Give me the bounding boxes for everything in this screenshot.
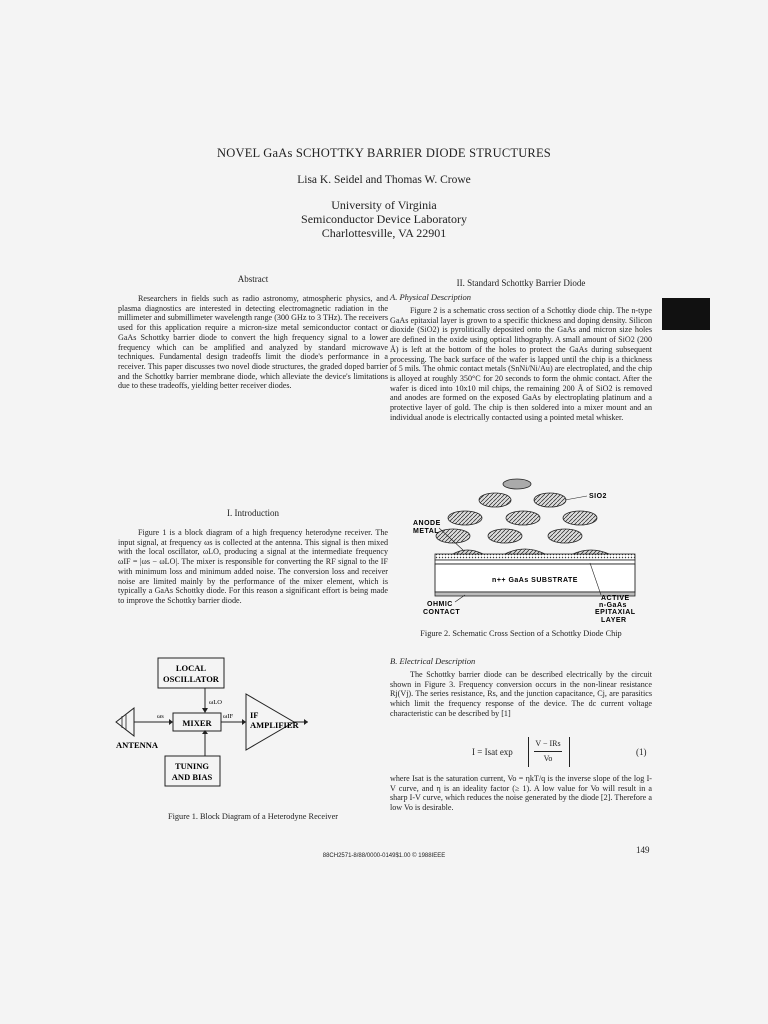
sio2-label: SIO2 [589,493,607,500]
equation-1 [472,737,652,769]
section-2b-paragraph: The Schottky barrier diode can be described electrically by the circuit shown in Figure 3. Frequency conversion occurs in the non-linear resistance Rj(Vj). The series resistance, Rs, and the junction capacitance, Cj, are parasitics which limit the frequency response of the device. The dc current voltage characteristic can be described by [1] [390,670,652,718]
affiliation-line: University of Virginia [331,198,437,212]
w-lo-label: ωLO [209,699,222,706]
section-2c-text [390,774,652,813]
abstract-paragraph: Researchers in fields such as radio astronomy, atmospheric physics, and plasma diagnostics are interested in detecting electromagnetic radiation in the millimeter and submillimeter wavelength range (300 GHz to 3 THz). The receivers used for this application require a micron-size metal semiconductor contact or GaAs Schottky barrier diode to convert the high frequency signal to a lower frequency which can be amplified and analyzed by standard microwave techniques. Fundamental design tradeoffs limit the diode's performance in a receiver. This paper discusses two novel diode structures, the graded doped barrier and the Schottky barrier membrane diode, which alleviate the device's limitations due to these tradeoffs, yielding better receiver diodes. [118,294,388,391]
sio2-layer [435,554,635,560]
anode-array [436,479,597,543]
local-oscillator-label: LOCAL [175,663,207,673]
active-layer-label: LAYER [601,617,627,624]
abstract-heading: Abstract [237,274,269,284]
figure-1-block-diagram [112,652,392,797]
tuning-bias-label: AND BIAS [171,772,213,782]
antenna-label: ANTENNA [116,740,159,750]
equation-number: (1) [636,747,647,757]
active-layer-label: ACTIVE [601,595,630,602]
subsection-b-heading: B. Electrical Description [390,656,476,666]
intro-paragraph: Figure 1 is a block diagram of a high frequency heterodyne receiver. The input signal, at frequency ωs is collected at the antenna. This signal is then mixed with the local oscillator, ωLO, producing a signal at the intermediate frequency ωIF = |ωs − ωLO|. The mixer is responsible for converting the RF signal to the IF with minimum loss and minimum added noise. The conversion loss and receiver noise are limited mainly by the performance of the mixer element, which is typically a GaAs Schottky diode. For this reason a significant effort is being made to improve the Schottky barrier diode. [118,528,388,605]
figure-1-caption: Figure 1. Block Diagram of a Heterodyne Receiver [167,812,339,821]
ohmic-contact-label: CONTACT [423,609,461,616]
affiliation [0,198,768,240]
ohmic-contact-label: OHMIC [427,601,453,608]
copyright-footer: 88CH2571-8/88/0000-0149$1.00 © 1988IEEE [322,853,446,859]
anode-metal-label: ANODE [413,520,441,527]
tuning-bias-label: TUNING [174,761,210,771]
section-2a-paragraph: Figure 2 is a schematic cross section of a Schottky diode chip. The n-type GaAs epitaxial layer is grown to a specific thickness and doping density. Silicon dioxide (SiO2) is pyrolitically deposited onto the GaAs and micron size holes are defined in the oxide using optical lithography. A small amount of SiO2 (200 Å) is left at the bottom of the holes to protect the GaAs during subsequent processing. The back surface of the wafer is lapped until the chip is a thickness of 5 mils. The ohmic contact metals (SnNi/Ni/Au) are electroplated, and the chip is alloyed at roughly 350°C for 20 seconds to form the ohmic contact. After the wafer is diced into 10x10 mil chips, the remaining 200 Å of SiO2 is removed and anodes are formed on the exposed GaAs by electroplating platinum and a protective layer of gold. The chip is then soldered into a mixer mount and an individual anode is electrically contacted using a pointed metal whisker. [390,306,652,422]
paper-title: NOVEL GaAs SCHOTTKY BARRIER DIODE STRUCTURES [217,146,551,160]
substrate-label: n++ GaAs SUBSTRATE [492,577,578,584]
paper-authors: Lisa K. Seidel and Thomas W. Crowe [297,174,471,186]
section-2-heading: II. Standard Schottky Barrier Diode [456,278,586,288]
equation-fraction-bar [534,751,562,752]
if-amplifier-label: IF [250,710,259,720]
w-if-label: ωIF [223,713,234,720]
intro-heading: I. Introduction [227,508,279,518]
mixer-label: MIXER [182,718,212,728]
active-layer-label: EPITAXIAL [595,609,636,616]
affiliation-line: Charlottesville, VA 22901 [321,226,447,240]
intro-text [118,528,388,606]
equation-numerator: V − IRs [535,739,561,748]
antenna-icon [116,708,134,736]
section-2b-text [390,670,652,719]
epitaxial-layer [435,560,635,564]
figure-2-cross-section [405,478,655,626]
thumb-tab [662,298,710,330]
section-2c-paragraph: where Isat is the saturation current, Vo = ηkT/q is the inverse slope of the log I-V curve, and η is an ideality factor (≥ 1). A low value for Vo will result in a sharp I-V curve, which reduces the noise generated by the diode [2]. Therefore a low Vo is desirable. [390,774,652,813]
if-amplifier-label: AMPLIFIER [250,720,299,730]
figure-2-caption: Figure 2. Schematic Cross Section of a Schottky Diode Chip [420,629,622,638]
equation-lhs: I = Isat exp [472,747,513,757]
page-number: 149 [636,845,650,855]
anode-metal-label: METAL [413,528,440,535]
abstract-text [118,294,388,391]
w-s-label: ωs [157,713,164,720]
active-layer-label: n-GaAs [599,602,627,609]
equation-denominator: Vo [543,754,553,763]
affiliation-line: Semiconductor Device Laboratory [301,212,467,226]
local-oscillator-label: OSCILLATOR [163,674,219,684]
section-2a-text [390,306,652,422]
subsection-a-heading: A. Physical Description [390,292,471,302]
